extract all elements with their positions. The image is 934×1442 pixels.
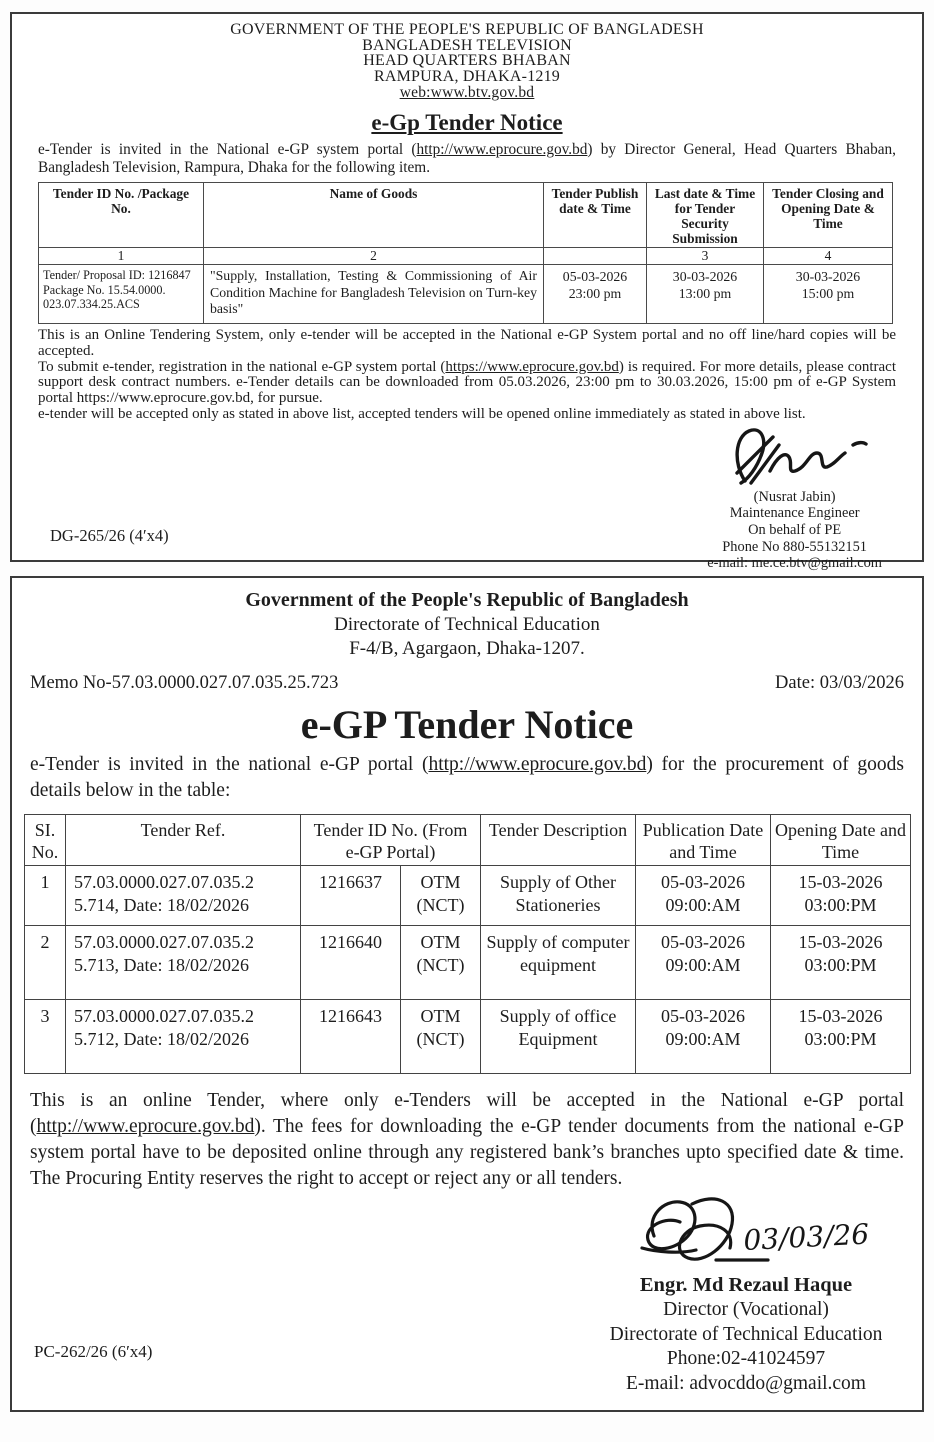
signature-block <box>596 1192 896 1396</box>
org-line: BANGLADESH TELEVISION <box>362 36 572 54</box>
col-number: 2 <box>204 248 544 265</box>
notice-notes <box>38 328 896 423</box>
signatory-title: Director (Vocational) <box>663 1299 829 1320</box>
opening-cell: 15-03-2026 03:00:PM <box>771 926 911 1000</box>
signatory-phone: Phone No 880-55132151 <box>722 538 867 555</box>
col-number <box>544 248 647 265</box>
memo-row <box>30 673 904 694</box>
memo-number: Memo No-57.03.0000.027.07.035.25.723 <box>30 673 339 693</box>
signatory-name: Engr. Md Rezaul Haque <box>639 1274 853 1296</box>
memo-date: Date: 03/03/2026 <box>775 673 904 693</box>
org-line: Directorate of Technical Education <box>334 614 600 635</box>
publication-cell: 05-03-2026 09:00:AM <box>636 926 771 1000</box>
publication-cell: 05-03-2026 09:00:AM <box>636 866 771 926</box>
col-header: Tender ID No. (From e-GP Portal) <box>301 815 481 866</box>
table-header-row <box>25 815 911 866</box>
tender-ref-cell: 57.03.0000.027.07.035.2 5.713, Date: 18/02/2026 <box>66 926 301 1000</box>
sl-cell: 2 <box>25 926 66 1000</box>
dte-tender-table <box>24 814 911 1074</box>
notice-title: e-GP Tender Notice <box>300 702 634 747</box>
btv-website-link: web:www.btv.gov.bd <box>399 84 535 101</box>
signatory-org: Directorate of Technical Education <box>609 1323 883 1345</box>
col-number: 3 <box>647 248 764 265</box>
col-header: Tender ID No. /Package No. <box>39 183 204 248</box>
org-line: RAMPURA, DHAKA-1219 <box>373 67 561 85</box>
intro-paragraph: e-Tender is invited in the national e-GP portal (http://www.eprocure.gov.bd) for the procurement of goods details below in the table: <box>30 754 904 801</box>
signatory-phone: Phone:02-41024597 <box>666 1348 826 1369</box>
opening-cell: 15-03-2026 03:00:PM <box>771 1000 911 1074</box>
eprocure-link: http://www.eprocure.gov.bd <box>416 141 588 158</box>
signatory-behalf: On behalf of PE <box>748 521 842 538</box>
signature-scribble <box>596 1192 896 1272</box>
col-header: Opening Date and Time <box>771 815 911 866</box>
col-number: 1 <box>39 248 204 265</box>
description-cell: Supply of office Equipment <box>481 1000 636 1074</box>
tender-id-cell: Tender/ Proposal ID: 1216847 Package No. 15.54.0000. 023.07.334.25.ACS <box>39 265 204 324</box>
col-header: Tender Closing and Opening Date & Time <box>764 183 893 248</box>
intro-paragraph <box>38 141 896 176</box>
closing-paragraph: This is an online Tender, where only e-Tenders will be accepted in the National e-GP portal (http://www.eprocure.gov.bd). The fees for downloading the e-GP tender documents from the national e-GP system portal have to be deposited online through any registered bank’s branches upto specified date & time. The Procuring Entity reserves the right to accept or reject any or all tenders. <box>30 1090 904 1189</box>
signatory-name: (Nusrat Jabin) <box>753 488 836 505</box>
table-row <box>25 1000 911 1074</box>
btv-tender-notice <box>10 12 924 572</box>
method-cell: OTM (NCT) <box>401 866 481 926</box>
col-header: Tender Description <box>481 815 636 866</box>
publish-date-cell: 05-03-2026 23:00 pm <box>544 265 647 324</box>
col-header: Publication Date and Time <box>636 815 771 866</box>
notice-title: e-Gp Tender Notice <box>371 110 563 135</box>
intro-text: e-Tender is invited in the National e-GP system portal ( <box>38 141 417 158</box>
print-ref-code: DG-265/26 (4′x4) <box>50 525 169 545</box>
dte-letterhead <box>24 588 910 661</box>
col-header: Name of Goods <box>204 183 544 248</box>
sl-cell: 1 <box>25 866 66 926</box>
print-ref-code: PC-262/26 (6′x4) <box>34 1342 153 1361</box>
method-cell: OTM (NCT) <box>401 1000 481 1074</box>
description-cell: Supply of computer equipment <box>481 926 636 1000</box>
signatory-email: E-mail: advocddo@gmail.com <box>626 1372 866 1394</box>
org-line: F-4/B, Agargaon, Dhaka-1207. <box>349 638 585 659</box>
intro-text: ) by Director General, Head Quarters Bhaban, Bangladesh Television, Rampura, Dhaka for the following item. <box>38 141 896 176</box>
eprocure-link: https://www.eprocure.gov.bd <box>445 358 619 375</box>
col-header: Tender Publish date & Time <box>544 183 647 248</box>
tender-ref-cell: 57.03.0000.027.07.035.2 5.714, Date: 18/02/2026 <box>66 866 301 926</box>
closing-date-cell: 30-03-2026 15:00 pm <box>764 265 893 324</box>
table-row <box>25 926 911 1000</box>
description-cell: Supply of Other Stationeries <box>481 866 636 926</box>
signature-row <box>24 1192 910 1396</box>
publication-cell: 05-03-2026 09:00:AM <box>636 1000 771 1074</box>
signature-row <box>38 423 896 572</box>
sl-cell: 3 <box>25 1000 66 1074</box>
signature-scribble <box>715 423 875 489</box>
col-header: Tender Ref. <box>66 815 301 866</box>
org-line: GOVERNMENT OF THE PEOPLE'S REPUBLIC OF BANGLADESH <box>230 21 704 38</box>
table-row <box>25 866 911 926</box>
note-paragraph: e-tender will be accepted only as stated in above list, accepted tenders will be opened online immediately as stated in above list. <box>38 405 806 422</box>
org-line: Government of the People's Republic of Bangladesh <box>245 589 689 611</box>
org-line: HEAD QUARTERS BHABAN <box>363 52 571 69</box>
signatory-title: Maintenance Engineer <box>729 505 860 522</box>
dte-tender-notice <box>10 576 924 1412</box>
eprocure-link: http://www.eprocure.gov.bd <box>36 1116 255 1137</box>
method-cell: OTM (NCT) <box>401 926 481 1000</box>
col-number: 4 <box>764 248 893 265</box>
tender-id-cell: 1216640 <box>301 926 401 1000</box>
tender-ref-cell: 57.03.0000.027.07.035.2 5.712, Date: 18/02/2026 <box>66 1000 301 1074</box>
tender-id-cell: 1216643 <box>301 1000 401 1074</box>
signatory-details <box>610 1272 883 1396</box>
security-date-cell: 30-03-2026 13:00 pm <box>647 265 764 324</box>
goods-cell: "Supply, Installation, Testing & Commissioning of Air Condition Machine for Bangladesh Television on Turn-key basis" <box>204 265 544 324</box>
note-paragraph: This is an Online Tendering System, only e-tender will be accepted in the National e-GP System portal and no off line/hard copies will be accepted. <box>38 327 896 359</box>
opening-cell: 15-03-2026 03:00:PM <box>771 866 911 926</box>
table-header-row <box>39 183 893 248</box>
note-paragraph: To submit e-tender, registration in the national e-GP system portal (https://www.eprocure.gov.bd) is required. For more details, please contract support desk contract numbers. e-Tender details can be downloaded from 05.03.2026, 23:00 pm to 30.03.2026, 15:00 pm of e-GP System portal https://www.eprocure.gov.bd, for pursue. <box>38 358 896 407</box>
btv-tender-table <box>38 182 893 324</box>
tender-id-cell: 1216637 <box>301 866 401 926</box>
column-number-row <box>39 248 893 265</box>
col-header: SI. No. <box>25 815 66 866</box>
btv-letterhead <box>38 22 896 101</box>
signatory-details <box>707 489 882 572</box>
col-header: Last date & Time for Tender Security Submission <box>647 183 764 248</box>
table-row <box>39 265 893 324</box>
eprocure-link: http://www.eprocure.gov.bd <box>428 754 647 775</box>
signature-block <box>707 423 882 572</box>
signatory-email: e-mail: me.ce.btv@gmail.com <box>707 555 882 572</box>
signature-date: 03/03/26 <box>742 1217 870 1257</box>
